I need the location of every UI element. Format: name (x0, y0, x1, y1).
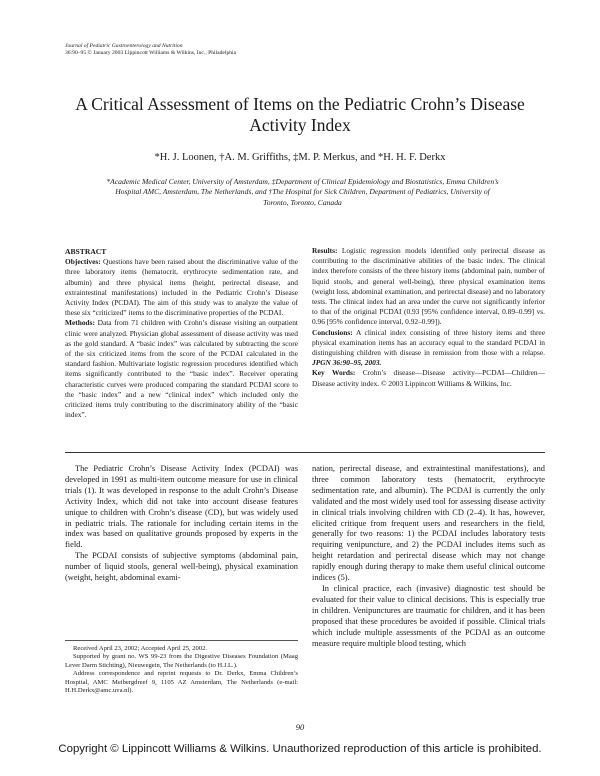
journal-citation: JPGN 36:90–95, 2003. (312, 358, 382, 368)
methods-label: Methods: (65, 318, 95, 328)
footnote-received: Received April 23, 2002; Accepted April 25, 2002. (73, 645, 208, 652)
keywords-text: Crohn’s disease—Disease activity—PCDAI—Children—Disease activity index. © 2003 Lippincott Williams & Wilkins, Inc. (312, 368, 545, 388)
footnote-divider (65, 640, 298, 641)
body-left-column (65, 464, 298, 584)
body-right-column (312, 464, 545, 649)
abstract-right-column (312, 246, 545, 389)
footnote-address: Address correspondence and reprint requests to Dr. Derkx, Emma Children’s Hospital, AMC Meibergdreef 9, 1105 AZ Amsterdam, The Netherlands (e-mail: H.H.Derkx@amc.uva.nl). (65, 670, 298, 695)
author-list: *H. J. Loonen, †A. M. Griffiths, ‡M. P. Merkus, and *H. H. F. Derkx (154, 152, 446, 163)
conclusions-label: Conclusions: (312, 327, 353, 337)
affiliation-line-1: *Academic Medical Center, University of Amsterdam, ‡Department of Clinical Epidemiology and Biostatistics, Emma Children’s (106, 177, 499, 186)
intro-paragraph-2-continued: nation, perirectal disease, and extraintestinal manifestations), and three common laboratory tests (hematocrit, erythrocyte sedimentation rate, and albumin). The PCDAI is currently the only validated and the most widely used tool for assessing disease activity in clinical trials involving children with CD (2–4). It has, however, elicited critique from frequent users and researchers in the field, generally for two reasons: 1) the PCDAI includes laboratory tests requiring venipuncture, and 2) the PCDAI includes items such as height retardation and perirectal disease which may not change rapidly enough during therapy to make them useful clinical outcome indices (5). (312, 464, 545, 583)
intro-paragraph-3: In clinical practice, each (invasive) diagnostic test should be evaluated for their value to clinical decisions. This is especially true in children. Venipunctures are traumatic for children, and it has been proposed that these procedures be avoided if possible. Clinical trials which include multiple assessments of the PCDAI as an outcome measure require multiple blood testing, which (312, 583, 545, 648)
affiliation-line-2: Hospital AMC, Amsterdam, The Netherlands, and †The Hospital for Sick Children, Department of Pediatrics, University of (115, 187, 490, 197)
abstract-left-column (65, 247, 298, 420)
footnote-support: Supported by grant no. WS 99-23 from the Digestive Diseases Foundation (Maag Lever Darm Stichting), Nieuwegein, The Netherlands (to H.J.L.). (65, 653, 298, 669)
abstract-objectives (65, 257, 298, 318)
abstract-results (312, 246, 545, 328)
conclusions-text: A clinical index consisting of three history items and three physical examination items has an accuracy equal to the standard PCDAI in distinguishing children with disease in remission from those with a relapse. (312, 327, 545, 358)
intro-paragraph-2: The PCDAI consists of subjective symptoms (abdominal pain, number of liquid stools, general well-being), physical examination (weight, height, abdominal exami- (65, 551, 298, 583)
article-title (40, 94, 560, 136)
footnotes (65, 645, 298, 695)
journal-name: Journal of Pediatric Gastroenterology and Nutrition (65, 43, 183, 49)
methods-text: Data from 71 children with Crohn’s disease visiting an outpatient clinic were analyzed. Physician global assessment of disease activity was used as the gold standard. A “basic index” was calculated by subtracting the score of the six criticized items from the score of the PCDAI calculated in the standard fashion. Multivariate logistic regression procedures identified which items significantly contributed to the “basic index”. Receiver operating characteristic curves were produced comparing the standard PCDAI score to the “basic index” and a new “clinical index” which included only the criticized items truly contributing to the discriminatory ability of the “basic index”. (65, 318, 298, 420)
keywords-label: Key Words: (312, 368, 356, 378)
abstract-conclusions (312, 328, 545, 369)
abstract-divider (65, 452, 545, 453)
intro-paragraph-1: The Pediatric Crohn’s Disease Activity Index (PCDAI) was developed in 1991 as multi-item outcome measure for use in clinical trials (1). It was developed in response to the adult Crohn’s Disease Activity Index, which did not take into account disease features unique to children with Crohn’s disease (CD), but was widely used in pediatric trials. The rationale for including certain items in the index was based on qualitative grounds proposed by experts in the field. (65, 464, 298, 550)
results-label: Results: (312, 246, 338, 255)
affiliations (70, 177, 535, 208)
copyright-notice: Copyright © Lippincott Williams & Wilkins. Unauthorized reproduction of this article is prohibited. (58, 743, 542, 755)
journal-volume-line: 36:90–95 © January 2003 Lippincott Williams & Wilkins, Inc., Philadelphia (65, 50, 237, 56)
title-line-1: A Critical Assessment of Items on the Pediatric Crohn’s Disease (75, 94, 525, 114)
page-number: 90 (295, 722, 305, 732)
journal-header (65, 43, 236, 57)
affiliation-line-3: Toronto, Toronto, Canada (263, 197, 342, 207)
abstract-methods (65, 318, 298, 420)
results-text: Logistic regression models identified only perirectal disease as contributing to the discriminative abilities of the basic index. The clinical index therefore consists of the three history items (abdominal pain, number of liquid stools, and general well-being), three physical examination items (weight loss, abdominal examination, and perirectal disease) and no laboratory tests. The clinical index had an area under the curve not significantly inferior to that of the original PCDAI (0.93 [95% confidence interval, 0.89–0.99] vs. 0.96 [95% confidence interval, 0.92–0.99]). (312, 246, 545, 327)
abstract-heading: ABSTRACT (65, 247, 107, 256)
objectives-text: Questions have been raised about the discriminative value of the three laboratory items (hematocrit, erythrocyte sedimentation rate, and albumin) and three physical items (height, perirectal disease, and extraintestinal manifestations) included in the Pediatric Crohn’s Disease Activity Index (PCDAI). The aim of this study was to analyze the value of these six “criticized” items to the discriminative properties of the PCDAI. (65, 257, 298, 318)
abstract-keywords (312, 368, 545, 388)
objectives-label: Objectives: (65, 257, 101, 267)
title-line-2: Activity Index (249, 115, 351, 135)
